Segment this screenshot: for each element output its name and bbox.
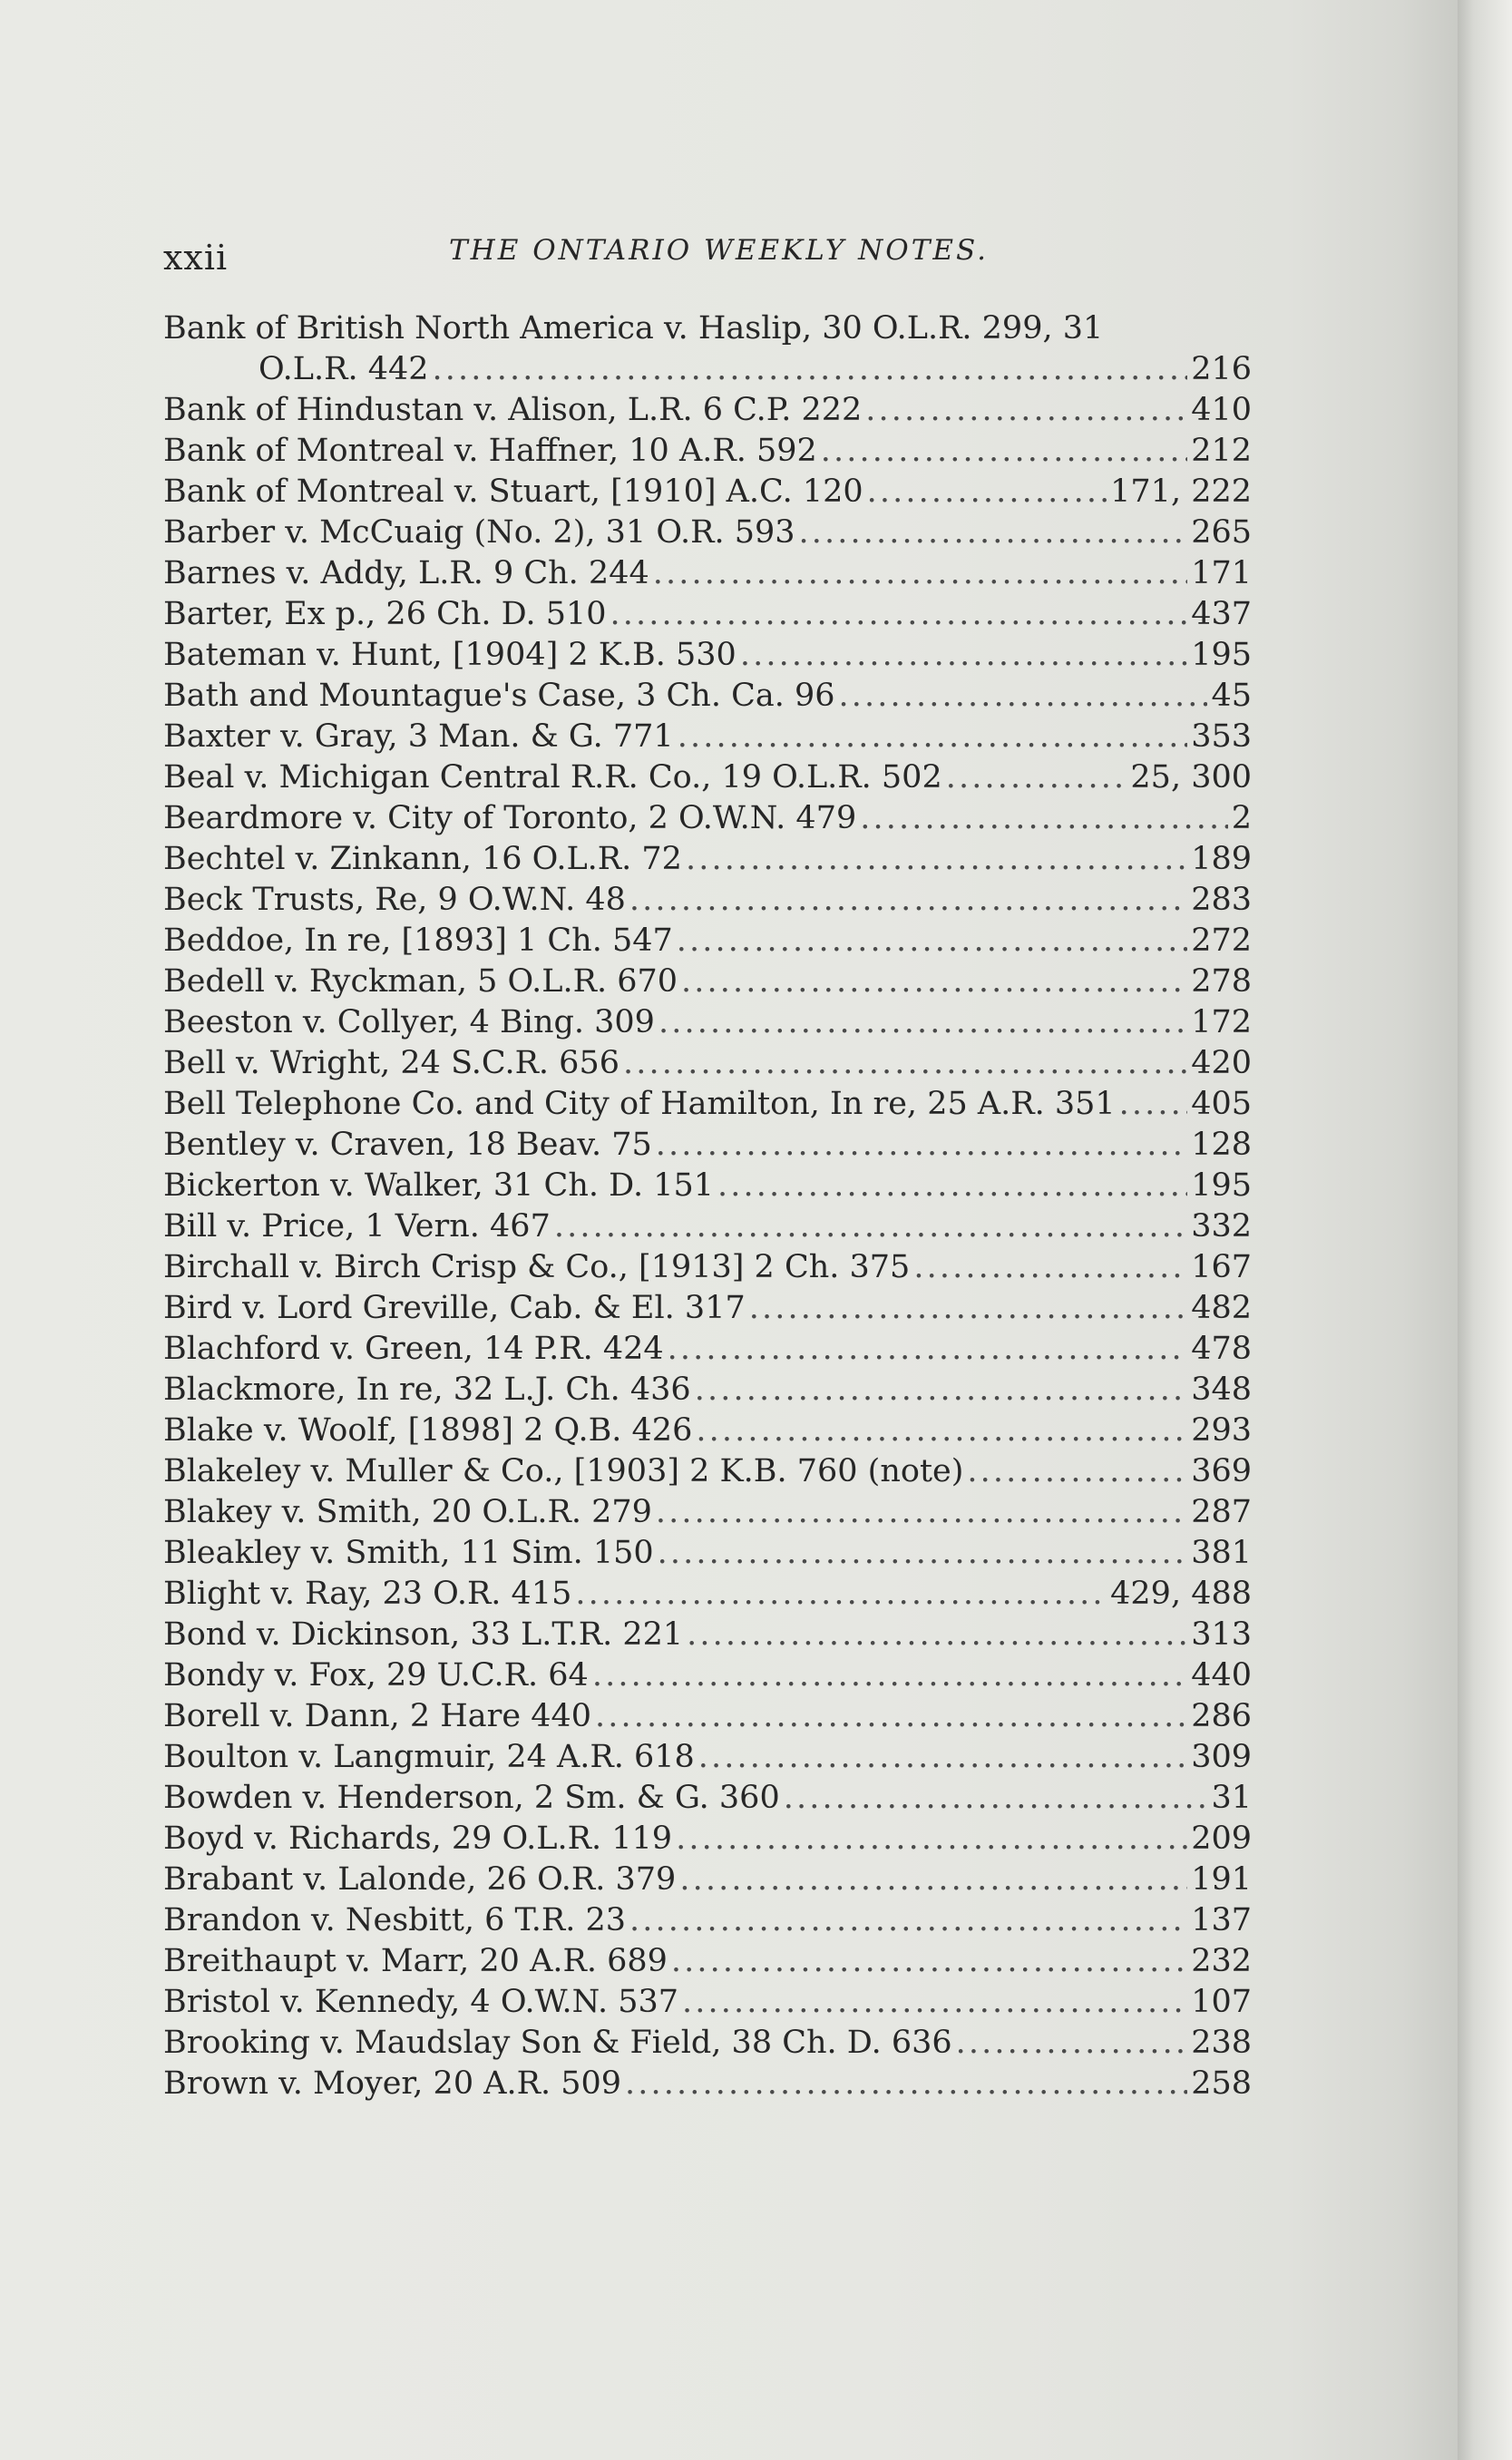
dot-leader [658, 1002, 1187, 1043]
index-entry [163, 308, 1252, 390]
index-entry [163, 1002, 1252, 1043]
page-reference: 287 [1191, 1494, 1252, 1530]
dot-leader [946, 757, 1127, 798]
index-entry [163, 1206, 1252, 1247]
case-citation: Bleakley v. Smith, 11 Sim. 150 [163, 1535, 654, 1571]
case-index-list [163, 308, 1252, 2104]
entry-line [163, 1288, 1252, 1329]
entry-line [163, 1329, 1252, 1370]
entry-line [163, 553, 1252, 594]
case-citation: Bell v. Wright, 24 S.C.R. 656 [163, 1045, 619, 1081]
dot-leader [681, 962, 1187, 1002]
case-citation: Bath and Mountague's Case, 3 Ch. Ca. 96 [163, 678, 835, 714]
dot-leader [658, 1533, 1188, 1574]
entry-line [163, 1411, 1252, 1451]
case-citation: Blakey v. Smith, 20 O.L.R. 279 [163, 1494, 652, 1530]
case-citation: Beal v. Michigan Central R.R. Co., 19 O.L.R. 502 [163, 759, 942, 796]
case-citation: Bondy v. Fox, 29 U.C.R. 64 [163, 1657, 589, 1694]
index-entry [163, 635, 1252, 676]
case-citation: Bristol v. Kennedy, 4 O.W.N. 537 [163, 1984, 679, 2020]
entry-line [163, 1451, 1252, 1492]
index-entry [163, 2064, 1252, 2104]
entry-line [163, 349, 1252, 390]
page-reference: 238 [1191, 2025, 1252, 2061]
page-reference: 440 [1191, 1657, 1252, 1694]
page-reference: 209 [1191, 1821, 1252, 1857]
case-citation: Bateman v. Hunt, [1904] 2 K.B. 530 [163, 637, 736, 673]
case-citation: Bickerton v. Walker, 31 Ch. D. 151 [163, 1167, 714, 1204]
index-entry [163, 1125, 1252, 1166]
dot-leader [629, 1900, 1187, 1941]
page-reference: 171 [1191, 555, 1252, 591]
dot-leader [821, 431, 1187, 472]
index-entry [163, 1247, 1252, 1288]
index-entry [163, 839, 1252, 880]
index-entry [163, 553, 1252, 594]
case-citation: Bowden v. Henderson, 2 Sm. & G. 360 [163, 1780, 780, 1816]
dot-leader [967, 1451, 1187, 1492]
case-citation: Boulton v. Langmuir, 24 A.R. 618 [163, 1739, 695, 1775]
index-entry [163, 1778, 1252, 1819]
entry-line [163, 1492, 1252, 1533]
dot-leader [554, 1206, 1187, 1247]
case-citation: Blachford v. Green, 14 P.R. 424 [163, 1331, 664, 1367]
dot-leader [799, 512, 1188, 553]
page-reference: 25, 300 [1130, 759, 1252, 796]
case-citation: Bell Telephone Co. and City of Hamilton, In re, 25 A.R. 351 [163, 1086, 1116, 1122]
index-entry [163, 962, 1252, 1002]
case-citation: Borell v. Dann, 2 Hare 440 [163, 1698, 592, 1734]
page-reference: 45 [1211, 678, 1252, 714]
entry-line [163, 1655, 1252, 1696]
index-entry [163, 757, 1252, 798]
entry-line [163, 962, 1252, 1002]
entry-line [163, 1533, 1252, 1574]
entry-line [163, 880, 1252, 921]
dot-leader [610, 594, 1188, 635]
page-reference: 272 [1191, 922, 1252, 959]
dot-leader [433, 349, 1188, 390]
dot-leader [784, 1778, 1208, 1819]
page-reference: 313 [1191, 1616, 1252, 1653]
entry-line [163, 1002, 1252, 1043]
entry-line [163, 1982, 1252, 2023]
page-reference: 482 [1191, 1290, 1252, 1326]
case-citation: Beck Trusts, Re, 9 O.W.N. 48 [163, 882, 626, 918]
case-citation: Barnes v. Addy, L.R. 9 Ch. 244 [163, 555, 649, 591]
index-entry [163, 1941, 1252, 1982]
dot-leader [678, 717, 1187, 757]
case-citation: Brabant v. Lalonde, 26 O.R. 379 [163, 1861, 677, 1898]
dot-leader [676, 1819, 1187, 1860]
case-citation: Baxter v. Gray, 3 Man. & G. 771 [163, 718, 674, 755]
case-citation: Blight v. Ray, 23 O.R. 415 [163, 1576, 572, 1612]
entry-line [163, 1166, 1252, 1206]
case-citation: Beardmore v. City of Toronto, 2 O.W.N. 479 [163, 800, 857, 836]
index-entry [163, 1900, 1252, 1941]
dot-leader [592, 1655, 1187, 1696]
entry-line [163, 1615, 1252, 1655]
index-entry [163, 390, 1252, 431]
page-reference: 107 [1191, 1984, 1252, 2020]
case-citation: Brown v. Moyer, 20 A.R. 509 [163, 2065, 622, 2102]
case-citation: Bank of Montreal v. Haffner, 10 A.R. 592 [163, 433, 817, 469]
dot-leader [677, 921, 1187, 962]
page-number: xxii [163, 238, 229, 278]
page-reference: 128 [1191, 1127, 1252, 1163]
dot-leader [668, 1329, 1188, 1370]
page-reference: 232 [1191, 1943, 1252, 1979]
page-reference: 293 [1191, 1412, 1252, 1449]
entry-line [163, 1819, 1252, 1860]
dot-leader [595, 1696, 1187, 1737]
page-reference: 348 [1191, 1372, 1252, 1408]
entry-line [163, 839, 1252, 880]
entry-line [163, 1206, 1252, 1247]
entry-line [163, 1900, 1252, 1941]
entry-line [163, 472, 1252, 512]
page-reference: 258 [1191, 2065, 1252, 2102]
index-entry [163, 1411, 1252, 1451]
page-reference: 309 [1191, 1739, 1252, 1775]
case-citation: Bank of Montreal v. Stuart, [1910] A.C. 120 [163, 473, 863, 510]
case-citation: Brooking v. Maudslay Son & Field, 38 Ch. D. 636 [163, 2025, 952, 2061]
page-reference: 195 [1191, 1167, 1252, 1204]
index-entry [163, 880, 1252, 921]
dot-leader [865, 390, 1187, 431]
page-reference: 286 [1191, 1698, 1252, 1734]
index-entry [163, 1737, 1252, 1778]
entry-line [163, 635, 1252, 676]
dot-leader [625, 2064, 1187, 2104]
index-entry [163, 1574, 1252, 1615]
dot-leader [679, 1860, 1187, 1900]
page-reference: 212 [1191, 433, 1252, 469]
dot-leader [867, 472, 1107, 512]
case-citation: Bill v. Price, 1 Vern. 467 [163, 1208, 551, 1245]
index-entry [163, 594, 1252, 635]
entry-line [163, 1574, 1252, 1615]
index-entry [163, 717, 1252, 757]
case-citation: Blake v. Woolf, [1898] 2 Q.B. 426 [163, 1412, 693, 1449]
page-reference: 137 [1191, 1902, 1252, 1938]
index-entry [163, 1982, 1252, 2023]
dot-leader [913, 1247, 1187, 1288]
index-entry [163, 1492, 1252, 1533]
index-entry [163, 1370, 1252, 1411]
page-reference: 167 [1191, 1249, 1252, 1285]
entry-line [163, 798, 1252, 839]
entry-line [163, 1941, 1252, 1982]
entry-line [163, 1084, 1252, 1125]
index-entry [163, 431, 1252, 472]
index-entry [163, 1166, 1252, 1206]
dot-leader [695, 1370, 1187, 1411]
case-citation: Bentley v. Craven, 18 Beav. 75 [163, 1127, 652, 1163]
page-reference: 332 [1191, 1208, 1252, 1245]
index-entry [163, 472, 1252, 512]
page-reference: 429, 488 [1110, 1576, 1252, 1612]
page-reference: 478 [1191, 1331, 1252, 1367]
page-reference: 195 [1191, 637, 1252, 673]
index-entry [163, 798, 1252, 839]
page-reference: 283 [1191, 882, 1252, 918]
dot-leader [696, 1411, 1187, 1451]
page-reference: 31 [1211, 1780, 1252, 1816]
index-entry [163, 512, 1252, 553]
entry-line [163, 594, 1252, 635]
dot-leader [682, 1982, 1187, 2023]
page-reference: 381 [1191, 1535, 1252, 1571]
page-reference: 2 [1231, 800, 1252, 836]
index-entry [163, 1696, 1252, 1737]
page-reference: 189 [1191, 841, 1252, 877]
case-citation: Beddoe, In re, [1893] 1 Ch. 547 [163, 922, 673, 959]
dot-leader [717, 1166, 1187, 1206]
case-citation: Barber v. McCuaig (No. 2), 31 O.R. 593 [163, 514, 795, 551]
case-citation: Bond v. Dickinson, 33 L.T.R. 221 [163, 1616, 684, 1653]
book-spine-edge [1458, 0, 1512, 2460]
page-reference: 410 [1191, 392, 1252, 428]
dot-leader [1119, 1084, 1188, 1125]
page-reference: 420 [1191, 1045, 1252, 1081]
dot-leader [575, 1574, 1107, 1615]
entry-line [163, 2064, 1252, 2104]
index-entry [163, 1655, 1252, 1696]
index-entry [163, 1084, 1252, 1125]
dot-leader [629, 880, 1187, 921]
case-citation: Blakeley v. Muller & Co., [1903] 2 K.B. 760 (note) [163, 1453, 964, 1489]
index-entry [163, 1043, 1252, 1084]
entry-line [163, 1860, 1252, 1900]
entry-line [163, 1778, 1252, 1819]
case-citation: Bedell v. Ryckman, 5 O.L.R. 670 [163, 963, 678, 1000]
entry-line [163, 717, 1252, 757]
page-reference: 437 [1191, 596, 1252, 632]
dot-leader [653, 553, 1187, 594]
case-citation: Birchall v. Birch Crisp & Co., [1913] 2 Ch. 375 [163, 1249, 911, 1285]
entry-line [163, 1043, 1252, 1084]
dot-leader [740, 635, 1187, 676]
entry-line [163, 757, 1252, 798]
page-reference: 353 [1191, 718, 1252, 755]
entry-line [163, 1125, 1252, 1166]
dot-leader [839, 676, 1208, 717]
entry-line [163, 676, 1252, 717]
dot-leader [686, 839, 1187, 880]
case-citation: Blackmore, In re, 32 L.J. Ch. 436 [163, 1372, 691, 1408]
case-citation: Bechtel v. Zinkann, 16 O.L.R. 72 [163, 841, 682, 877]
entry-line [163, 390, 1252, 431]
index-entry [163, 2023, 1252, 2064]
index-entry [163, 921, 1252, 962]
index-entry [163, 1288, 1252, 1329]
case-citation: Bird v. Lord Greville, Cab. & El. 317 [163, 1290, 746, 1326]
case-citation: Barter, Ex p., 26 Ch. D. 510 [163, 596, 607, 632]
page-header [163, 227, 1252, 281]
page-reference: 216 [1191, 351, 1252, 387]
dot-leader [860, 798, 1227, 839]
index-entry [163, 1533, 1252, 1574]
case-citation: Bank of British North America v. Haslip, 30 O.L.R. 299, 31 [163, 310, 1104, 347]
entry-line [163, 1247, 1252, 1288]
page-reference: 191 [1191, 1861, 1252, 1898]
index-entry [163, 1451, 1252, 1492]
index-entry [163, 1819, 1252, 1860]
dot-leader [623, 1043, 1187, 1084]
page-reference: 172 [1191, 1004, 1252, 1040]
entry-line [163, 1370, 1252, 1411]
page-reference: 265 [1191, 514, 1252, 551]
entry-line [163, 308, 1252, 349]
case-citation: Breithaupt v. Marr, 20 A.R. 689 [163, 1943, 668, 1979]
index-entry [163, 1615, 1252, 1655]
page-reference: 405 [1191, 1086, 1252, 1122]
case-citation: Bank of Hindustan v. Alison, L.R. 6 C.P. 222 [163, 392, 863, 428]
entry-line [163, 1737, 1252, 1778]
entry-line [163, 431, 1252, 472]
dot-leader [698, 1737, 1187, 1778]
dot-leader [656, 1492, 1187, 1533]
case-citation: Beeston v. Collyer, 4 Bing. 309 [163, 1004, 655, 1040]
dot-leader [956, 2023, 1188, 2064]
index-entry [163, 676, 1252, 717]
entry-line [163, 1696, 1252, 1737]
dot-leader [749, 1288, 1187, 1329]
entry-line [163, 921, 1252, 962]
entry-line [163, 512, 1252, 553]
index-entry [163, 1329, 1252, 1370]
index-entry [163, 1860, 1252, 1900]
case-citation: O.L.R. 442 [259, 351, 429, 387]
page-reference: 278 [1191, 963, 1252, 1000]
dot-leader [656, 1125, 1187, 1166]
case-citation: Boyd v. Richards, 29 O.L.R. 119 [163, 1821, 673, 1857]
case-citation: Brandon v. Nesbitt, 6 T.R. 23 [163, 1902, 627, 1938]
running-head: THE ONTARIO WEEKLY NOTES. [449, 234, 989, 267]
entry-line [163, 2023, 1252, 2064]
page-reference: 369 [1191, 1453, 1252, 1489]
dot-leader [671, 1941, 1187, 1982]
dot-leader [687, 1615, 1187, 1655]
page-reference: 171, 222 [1110, 473, 1252, 510]
